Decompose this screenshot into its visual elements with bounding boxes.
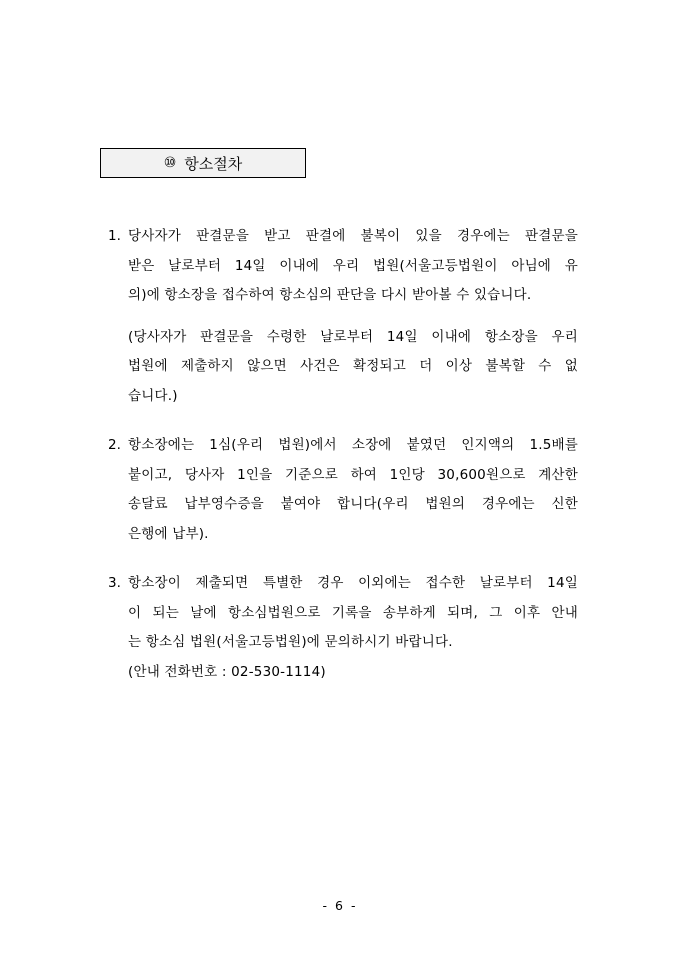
list-item-2 <box>108 431 578 549</box>
list-item-1 <box>108 222 578 411</box>
list-item-3 <box>108 569 578 687</box>
item-text-line: 당사자가 판결문을 받고 판결에 불복이 있을 경우에는 판결문을 <box>128 228 578 244</box>
item-text-line: 항소장에는 1심(우리 법원)에서 소장에 붙였던 인지액의 1.5배를 <box>128 437 578 453</box>
item-text-line: 은행에 납부). <box>128 525 209 542</box>
section-title-box <box>100 148 306 178</box>
item-text-line: 이 되는 날에 항소심법원으로 기록을 송부하게 되며, 그 이후 안내 <box>128 604 578 621</box>
item-note-line: (당사자가 판결문을 수령한 날로부터 14일 이내에 항소장을 우리 <box>128 328 578 345</box>
item-number: 2. <box>108 437 121 453</box>
item-text-line: 의)에 항소장을 접수하여 항소심의 판단을 다시 받아볼 수 있습니다. <box>128 287 532 303</box>
phone-info-line: (안내 전화번호 : 02-530-1114) <box>128 663 326 680</box>
item-note-line: 법원에 제출하지 않으면 사건은 확정되고 더 이상 불복할 수 없 <box>128 358 578 374</box>
item-text-line: 는 항소심 법원(서울고등법원)에 문의하시기 바랍니다. <box>128 634 453 650</box>
item-text-line: 항소장이 제출되면 특별한 경우 이외에는 접수한 날로부터 14일 <box>128 575 578 591</box>
item-text-line: 송달료 납부영수증을 붙여야 합니다(우리 법원의 경우에는 신한 <box>128 496 578 512</box>
item-number: 3. <box>108 575 121 591</box>
section-number: ⑩ <box>163 155 177 171</box>
procedure-list <box>108 222 578 687</box>
item-text-line: 붙이고, 당사자 1인을 기준으로 하여 1인당 30,600원으로 계산한 <box>128 466 578 483</box>
page-number: - 6 - <box>322 898 358 913</box>
item-note-line: 습니다.) <box>128 387 178 404</box>
section-title: 항소절차 <box>184 154 243 173</box>
item-number: 1. <box>108 228 121 244</box>
item-text-line: 받은 날로부터 14일 이내에 우리 법원(서울고등법원이 아님에 유 <box>128 257 578 274</box>
